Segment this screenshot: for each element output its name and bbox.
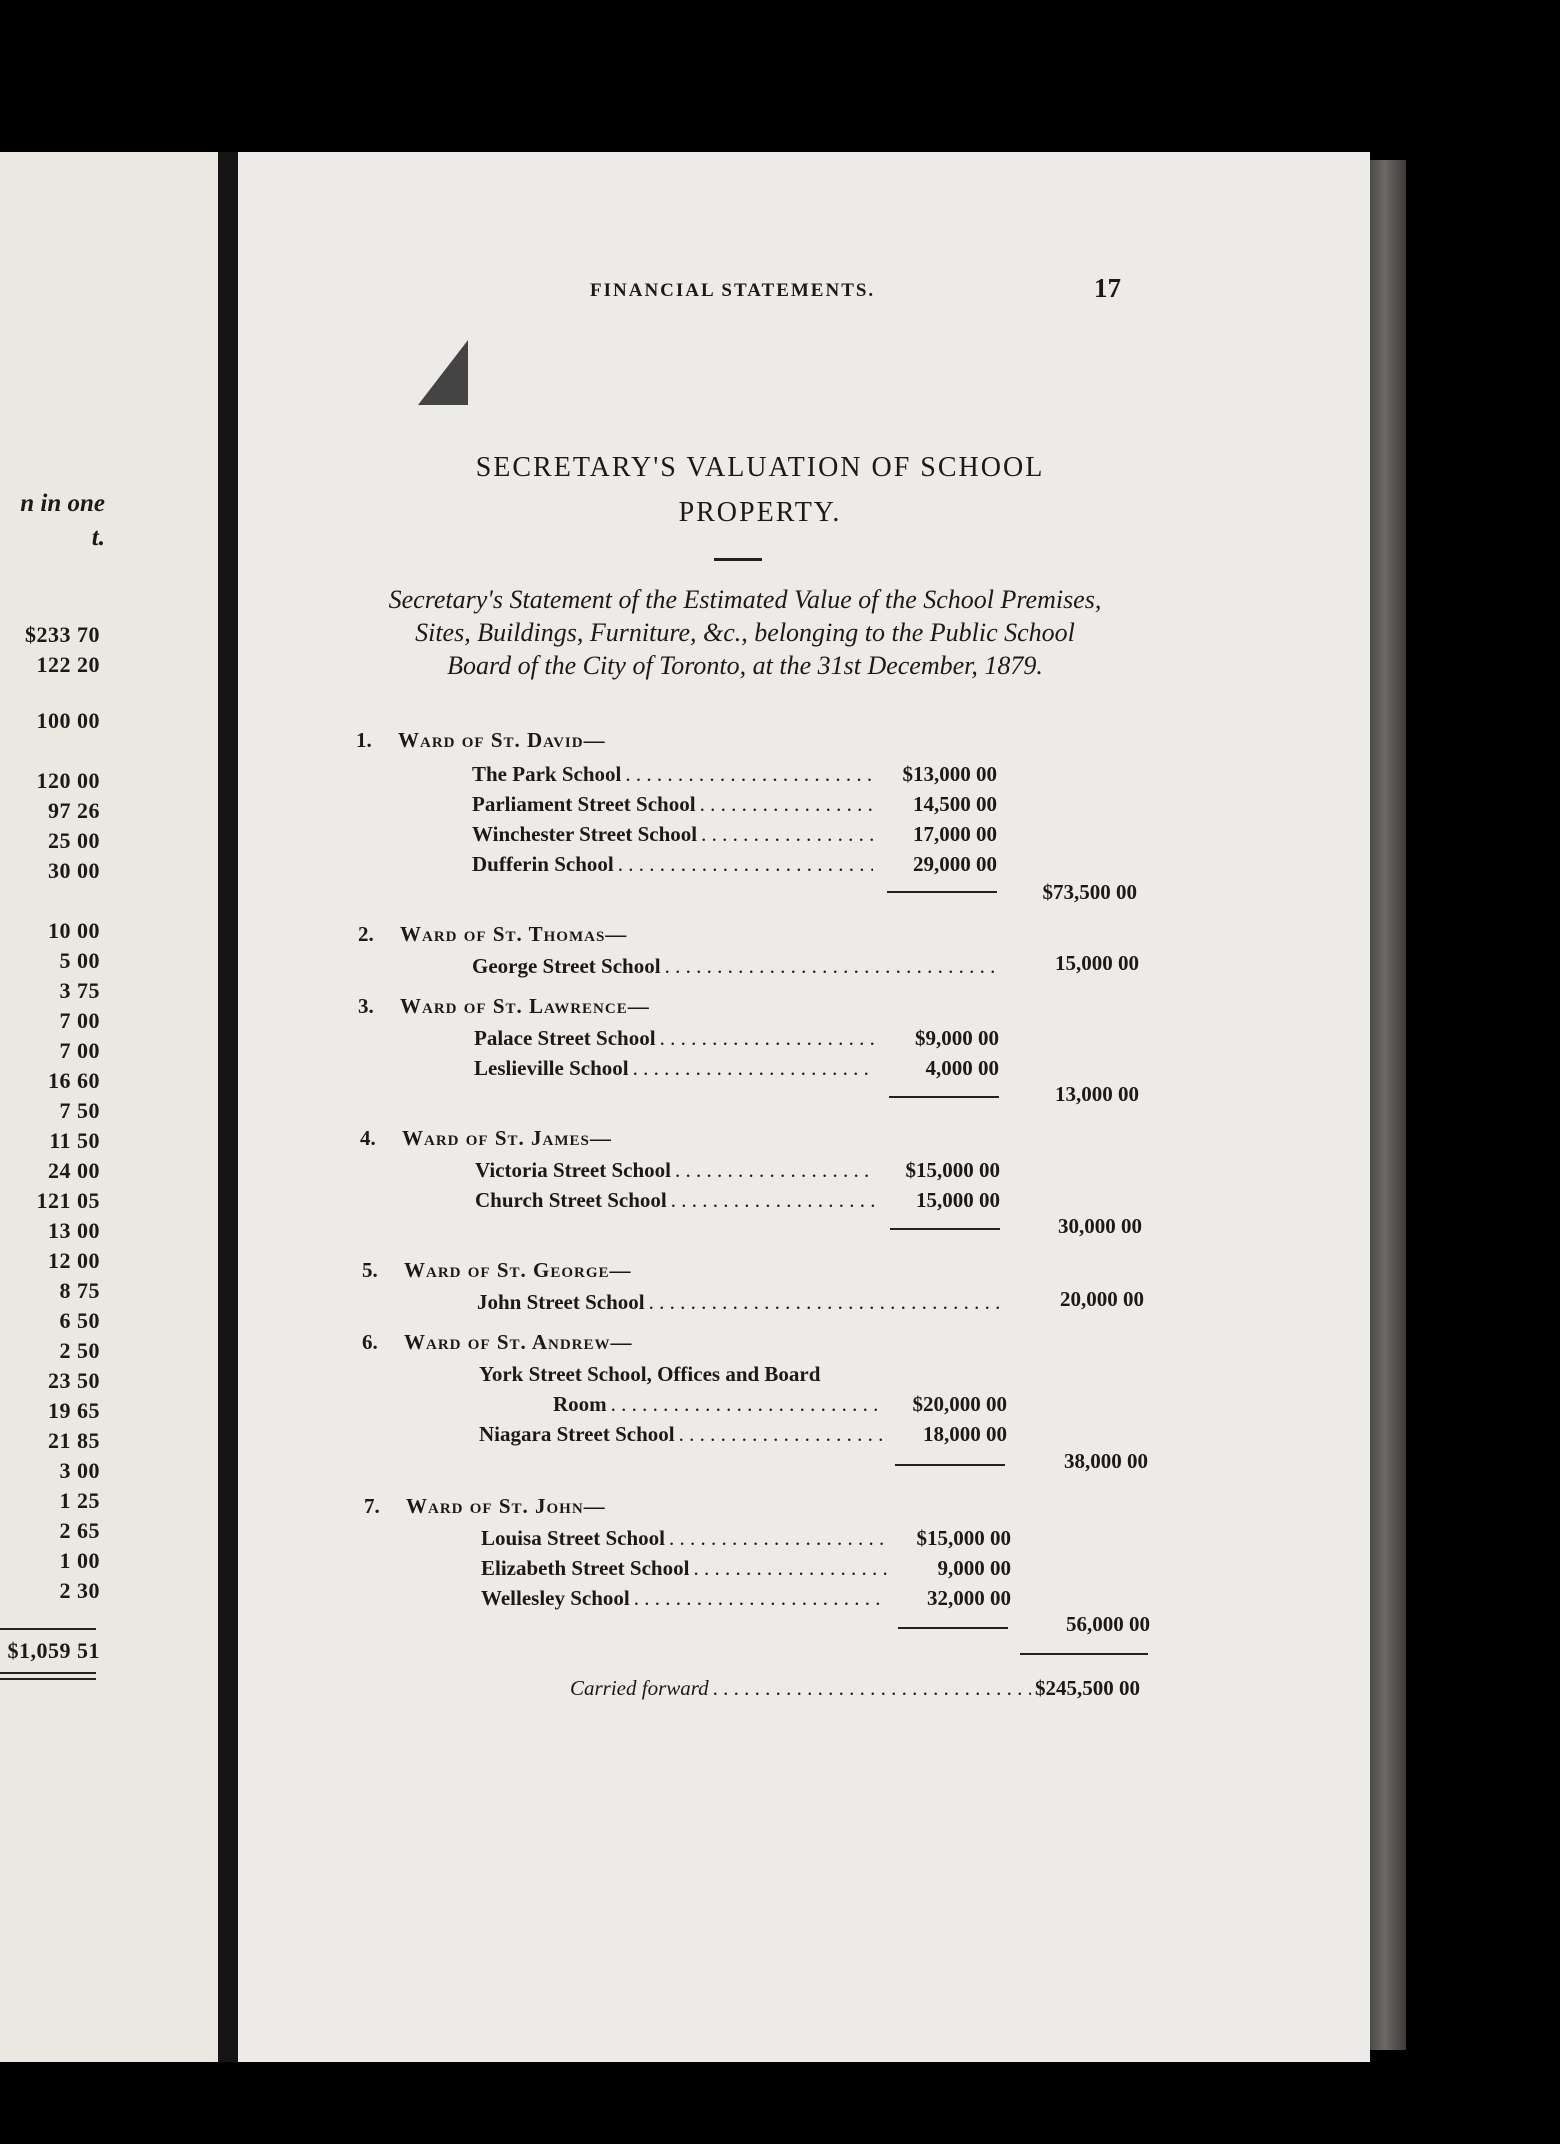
left-page-heading-line: n in one (20, 490, 105, 517)
school-name: York Street School, Offices and Board (479, 1362, 821, 1386)
ward-name: Ward of St. David— (398, 728, 606, 752)
school-name: Niagara Street School (479, 1422, 675, 1446)
school-row (553, 1392, 1007, 1417)
subtotal-rule (895, 1464, 1005, 1466)
school-value: $15,000 00 (905, 1158, 1000, 1182)
school-row (475, 1158, 1000, 1183)
ward-heading (360, 1126, 612, 1151)
left-page-amount: 120 00 (36, 768, 100, 793)
school-row (472, 852, 997, 877)
ward-number: 6. (362, 1330, 378, 1354)
ink-mark (418, 340, 468, 405)
right-page (238, 152, 1370, 2062)
left-page-amount: 25 00 (48, 828, 100, 853)
ward-total: 13,000 00 (1055, 1082, 1139, 1106)
left-page-amount: 100 00 (36, 708, 100, 733)
school-row (472, 762, 997, 787)
school-value: $9,000 00 (915, 1026, 999, 1050)
left-page-amount: 16 60 (48, 1068, 100, 1093)
left-page-amount: 8 75 (59, 1278, 100, 1303)
left-page-amount: 2 65 (59, 1518, 100, 1543)
ward-number: 7. (364, 1494, 380, 1518)
school-name: Palace Street School (474, 1026, 656, 1050)
school-name: Church Street School (475, 1188, 667, 1212)
left-page-amount: 11 50 (49, 1128, 100, 1153)
carried-forward-value: $245,500 00 (1035, 1676, 1140, 1700)
left-page-heading-line: t. (91, 524, 105, 551)
left-page-amount: 6 50 (59, 1308, 100, 1333)
school-value: $15,000 00 (916, 1526, 1011, 1550)
school-value: $13,000 00 (902, 762, 997, 786)
school-row (472, 792, 997, 817)
ward-total: 20,000 00 (1060, 1287, 1144, 1311)
left-page-amount: $233 70 (25, 622, 100, 647)
page-number: 17 (1094, 273, 1121, 303)
running-title: FINANCIAL STATEMENTS. (590, 280, 876, 301)
school-row (481, 1586, 1011, 1611)
ward-heading (358, 994, 650, 1019)
school-value: 14,500 00 (913, 792, 997, 816)
school-row (472, 954, 1002, 979)
school-row (472, 822, 997, 847)
ward-number: 3. (358, 994, 374, 1018)
ward-heading (358, 922, 627, 947)
subtotal-rule (890, 1228, 1000, 1230)
ward-name: Ward of St. Andrew— (404, 1330, 633, 1354)
left-page-amount: 10 00 (48, 918, 100, 943)
school-row (477, 1290, 1007, 1315)
ward-total: 15,000 00 (1055, 951, 1139, 975)
left-page-double-rule (0, 1678, 96, 1680)
school-row (479, 1422, 1007, 1447)
page-gutter (218, 152, 238, 2062)
left-page-amount: 2 50 (59, 1338, 100, 1363)
left-page-amount: 3 00 (59, 1458, 100, 1483)
page-title: SECRETARY'S VALUATION OF SCHOOL (475, 452, 1045, 483)
page-edge (1370, 160, 1406, 2050)
school-value: 4,000 00 (925, 1056, 999, 1080)
left-page-amount: 23 50 (48, 1368, 100, 1393)
left-page-amount: 7 50 (59, 1098, 100, 1123)
ward-total: 56,000 00 (1066, 1612, 1150, 1636)
school-value: 9,000 00 (937, 1556, 1011, 1580)
ward-total: $73,500 00 (1042, 880, 1137, 904)
school-name-continuation: Room (553, 1392, 607, 1416)
ward-name: Ward of St. George— (404, 1258, 632, 1282)
school-name: Elizabeth Street School (481, 1556, 690, 1580)
ward-heading (356, 728, 606, 753)
school-name: George Street School (472, 954, 661, 978)
ward-name: Ward of St. Thomas— (400, 922, 628, 946)
left-page-amount: 1 25 (59, 1488, 100, 1513)
ward-number: 1. (356, 728, 372, 752)
school-value: 15,000 00 (916, 1188, 1000, 1212)
ward-total: 30,000 00 (1058, 1214, 1142, 1238)
ward-heading (362, 1330, 633, 1355)
left-page-amount: 5 00 (59, 948, 100, 973)
ward-heading (362, 1258, 632, 1283)
school-value: 18,000 00 (923, 1422, 1007, 1446)
school-name: Louisa Street School (481, 1526, 665, 1550)
ward-heading (364, 1494, 606, 1519)
intro-line: Board of the City of Toronto, at the 31st December, 1879. (447, 651, 1043, 680)
intro-statement (350, 583, 1140, 682)
left-page-amount: 13 00 (48, 1218, 100, 1243)
ward-number: 5. (362, 1258, 378, 1282)
left-page-amount: 121 05 (36, 1188, 100, 1213)
left-page-total-rule (0, 1628, 96, 1630)
ward-name: Ward of St. James— (402, 1126, 612, 1150)
left-page-amount: 19 65 (48, 1398, 100, 1423)
school-row (481, 1526, 1011, 1551)
subtotal-rule (898, 1627, 1008, 1629)
left-page-double-rule (0, 1672, 96, 1674)
left-page-amount: 7 00 (59, 1008, 100, 1033)
intro-line: Secretary's Statement of the Estimated Value of the School Premises, (388, 585, 1102, 614)
ward-number: 2. (358, 922, 374, 946)
page-title-line2: PROPERTY. (678, 497, 842, 528)
ward-name: Ward of St. John— (406, 1494, 606, 1518)
ward-name: Ward of St. Lawrence— (400, 994, 650, 1018)
school-name: Victoria Street School (475, 1158, 671, 1182)
grand-total-rule (1020, 1653, 1148, 1655)
school-value: 32,000 00 (927, 1586, 1011, 1610)
intro-line: Sites, Buildings, Furniture, &c., belonging to the Public School (415, 618, 1075, 647)
left-page-amount: 122 20 (36, 652, 100, 677)
school-row (475, 1188, 1000, 1213)
school-name: Wellesley School (481, 1586, 630, 1610)
school-value: $20,000 00 (912, 1392, 1007, 1416)
subtotal-rule (887, 891, 997, 893)
left-page-total: $1,059 51 (7, 1638, 100, 1663)
school-value: 29,000 00 (913, 852, 997, 876)
carried-forward-row (570, 1676, 1140, 1701)
school-name: Leslieville School (474, 1056, 629, 1080)
school-row (474, 1056, 999, 1081)
subtotal-rule (889, 1096, 999, 1098)
left-page-amount: 21 85 (48, 1428, 100, 1453)
left-page-amount: 30 00 (48, 858, 100, 883)
carried-forward-label: Carried forward (570, 1676, 709, 1700)
school-value: 17,000 00 (913, 822, 997, 846)
left-page-amount: 24 00 (48, 1158, 100, 1183)
left-page-amount: 7 00 (59, 1038, 100, 1063)
school-name: Winchester Street School (472, 822, 698, 846)
ward-number: 4. (360, 1126, 376, 1150)
school-name: Parliament Street School (472, 792, 696, 816)
ward-total: 38,000 00 (1064, 1449, 1148, 1473)
school-row (481, 1556, 1011, 1581)
school-name: John Street School (477, 1290, 645, 1314)
left-page-amount: 2 30 (59, 1578, 100, 1603)
title-rule (714, 558, 762, 561)
left-page-amount: 3 75 (59, 978, 100, 1003)
school-row (474, 1026, 999, 1051)
left-page-amount: 1 00 (59, 1548, 100, 1573)
left-page-amount: 97 26 (48, 798, 100, 823)
left-page-amount: 12 00 (48, 1248, 100, 1273)
school-name: The Park School (472, 762, 622, 786)
school-name: Dufferin School (472, 852, 614, 876)
